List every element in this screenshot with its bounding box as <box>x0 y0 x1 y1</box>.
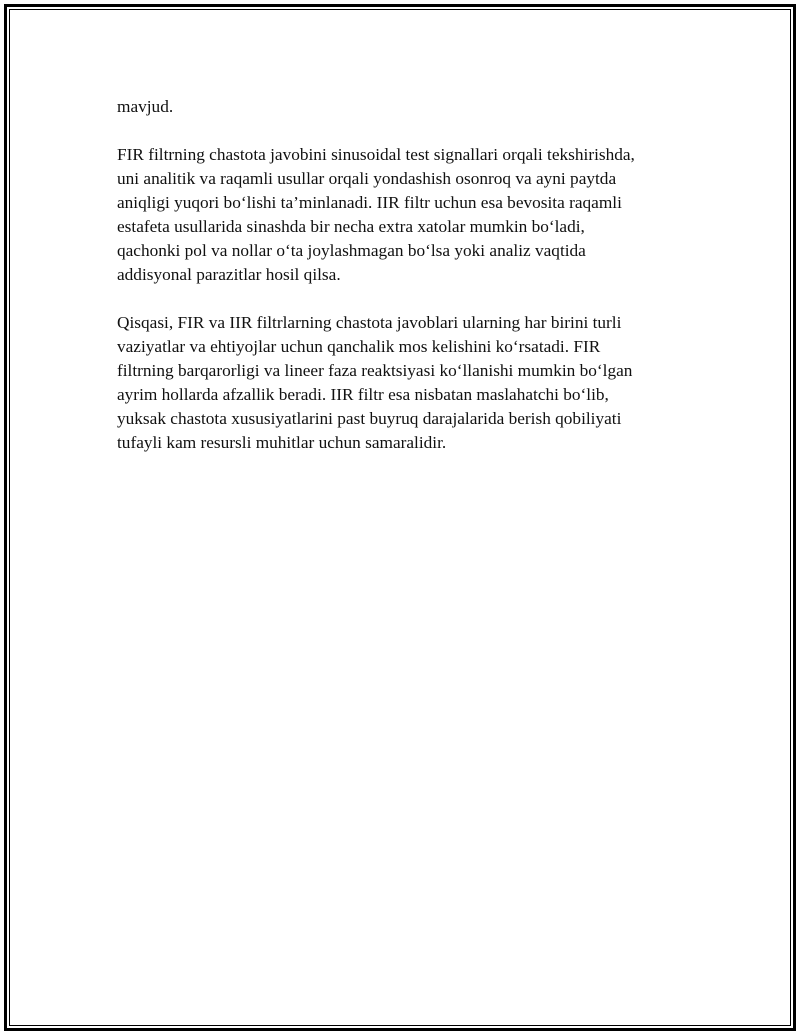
paragraph-3 <box>117 311 677 455</box>
text-line: estafeta usullarida sinashda bir necha extra xatolar mumkin bo‘ladi, <box>117 217 585 236</box>
text-line: mavjud. <box>117 97 174 116</box>
text-line: aniqligi yuqori bo‘lishi ta’minlanadi. IIR filtr uchun esa bevosita raqamli <box>117 193 622 212</box>
text-line: qachonki pol va nollar o‘ta joylashmagan bo‘lsa yoki analiz vaqtida <box>117 241 586 260</box>
text-line: FIR filtrning chastota javobini sinusoidal test signallari orqali tekshirishda, <box>117 145 635 164</box>
text-line: vaziyatlar va ehtiyojlar uchun qanchalik mos kelishini ko‘rsatadi. FIR <box>117 337 601 356</box>
page-border <box>4 4 796 1031</box>
text-line: addisyonal parazitlar hosil qilsa. <box>117 265 341 284</box>
paragraph-2 <box>117 143 677 287</box>
text-line: filtrning barqarorligi va lineer faza reaktsiyasi ko‘llanishi mumkin bo‘lgan <box>117 361 633 380</box>
text-line: ayrim hollarda afzallik beradi. IIR filtr esa nisbatan maslahatchi bo‘lib, <box>117 385 609 404</box>
text-line: uni analitik va raqamli usullar orqali yondashish osonroq va ayni paytda <box>117 169 617 188</box>
paragraph-1 <box>117 95 677 119</box>
text-line: Qisqasi, FIR va IIR filtrlarning chastota javoblari ularning har birini turli <box>117 313 622 332</box>
document-body <box>117 95 677 479</box>
text-line: yuksak chastota xususiyatlarini past buyruq darajalarida berish qobiliyati <box>117 409 622 428</box>
text-line: tufayli kam resursli muhitlar uchun samaralidir. <box>117 433 447 452</box>
